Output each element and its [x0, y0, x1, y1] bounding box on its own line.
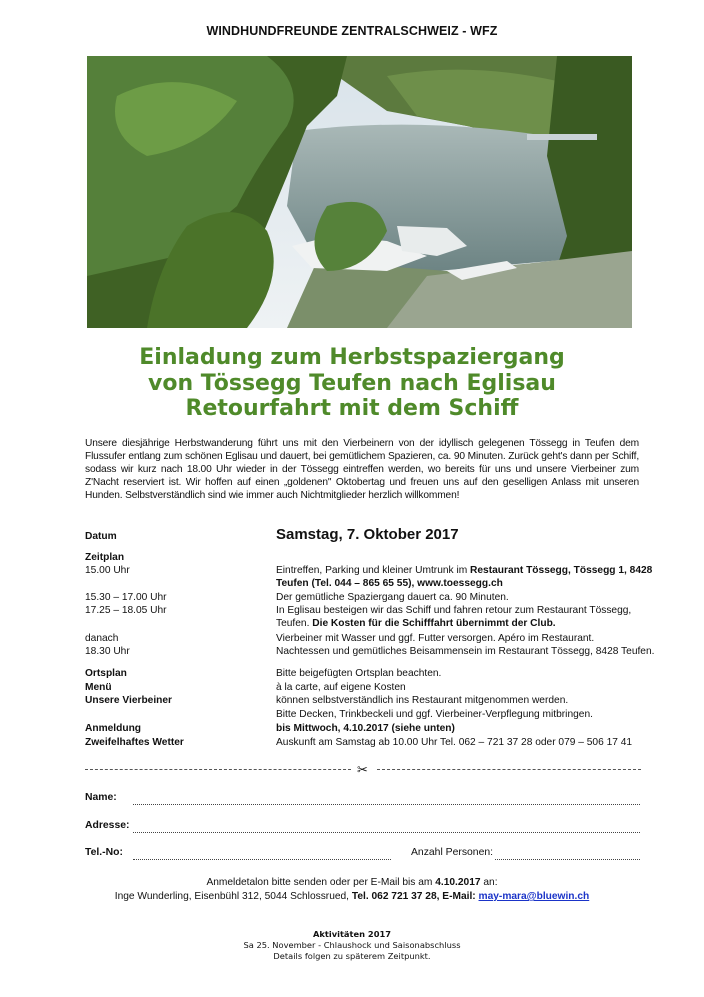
- contact-phone: Tel. 062 721 37 28, E-Mail:: [351, 891, 479, 902]
- title-line-2: von Tössegg Teufen nach Eglisau: [148, 370, 556, 396]
- time-2: 15.30 – 17.00 Uhr: [85, 592, 167, 603]
- anmeldung-label: Anmeldung: [85, 723, 142, 734]
- ortsplan-label: Ortsplan: [85, 668, 127, 679]
- schedule-entry-4: Vierbeiner mit Wasser und ggf. Futter versorgen. Apéro im Restaurant.: [276, 633, 595, 644]
- vierbeiner-value-2: Bitte Decken, Trinkbeckeli und ggf. Vierbeiner-Verpflegung mitbringen.: [276, 709, 593, 720]
- zeitplan-label: Zeitplan: [85, 552, 125, 563]
- schedule-entry-1: [276, 564, 652, 577]
- anmeldung-value: bis Mittwoch, 4.10.2017 (siehe unten): [276, 723, 455, 734]
- wetter-label: Zweifelhaftes Wetter: [85, 737, 184, 748]
- vierbeiner-value-1: können selbstverständlich ins Restaurant mitgenommen werden.: [276, 695, 569, 706]
- anmelde-deadline: 4.10.2017: [435, 877, 481, 888]
- schedule-text: Eintreffen, Parking und kleiner Umtrunk im: [276, 565, 471, 576]
- contact-address: Inge Wunderling, Eisenbühl 312, 5044 Schlossrued,: [114, 891, 352, 902]
- footer-title: Aktivitäten 2017: [312, 929, 392, 939]
- time-3: 17.25 – 18.05 Uhr: [85, 605, 167, 616]
- lake-photo: [87, 56, 632, 328]
- organization-header: WINDHUNDFREUNDE ZENTRALSCHWEIZ - WFZ: [206, 24, 498, 38]
- time-1: 15.00 Uhr: [85, 565, 130, 576]
- restaurant-contact: Teufen (Tel. 044 – 865 65 55), www.toessegg.ch: [276, 578, 503, 589]
- datum-label: Datum: [85, 531, 117, 542]
- event-date: Samstag, 7. Oktober 2017: [276, 526, 459, 543]
- title-line-3: Retourfahrt mit dem Schiff: [185, 396, 519, 421]
- footer-line-2: Details folgen zu späterem Zeitpunkt.: [273, 951, 431, 961]
- name-label: Name:: [85, 792, 117, 803]
- cut-dash-right: [377, 769, 641, 770]
- schedule-entry-3-cont: [276, 617, 556, 630]
- time-4: danach: [85, 633, 119, 644]
- schedule-entry-3: In Eglisau besteigen wir das Schiff und fahren retour zum Restaurant Tössegg,: [276, 605, 632, 616]
- title-line-1: Einladung zum Herbstspaziergang: [139, 345, 565, 370]
- schedule-entry-5: Nachtessen und gemütliches Beisammensein im Restaurant Tössegg, 8428 Teufen.: [276, 646, 655, 657]
- anmelde-note-1: [0, 876, 704, 889]
- name-field[interactable]: [133, 804, 640, 805]
- menu-value: à la carte, auf eigene Kosten: [276, 682, 406, 693]
- scissors-icon: ✂: [357, 762, 368, 777]
- schedule-entry-2: Der gemütliche Spaziergang dauert ca. 90 Minuten.: [276, 592, 509, 603]
- schedule-text: Teufen.: [276, 618, 313, 629]
- personen-field[interactable]: [495, 859, 640, 860]
- ortsplan-value: Bitte beigefügten Ortsplan beachten.: [276, 668, 442, 679]
- cut-dash-left: [85, 769, 351, 770]
- anmelde-text: Anmeldetalon bitte senden oder per E-Mail bis am: [206, 877, 436, 888]
- email-link[interactable]: may-mara@bluewin.ch: [478, 891, 590, 902]
- adresse-field[interactable]: [133, 832, 640, 833]
- adresse-label: Adresse:: [85, 820, 130, 831]
- invitation-title: [0, 345, 704, 422]
- boat-cost-note: Die Kosten für die Schifffahrt übernimmt der Club.: [312, 618, 556, 629]
- tel-field[interactable]: [133, 859, 391, 860]
- restaurant-address: Restaurant Tössegg, Tössegg 1, 8428: [470, 565, 653, 576]
- anmelde-text-end: an:: [480, 877, 498, 888]
- cut-line: [85, 763, 641, 777]
- time-5: 18.30 Uhr: [85, 646, 130, 657]
- anmelde-note-2: [0, 890, 704, 903]
- vierbeiner-label: Unsere Vierbeiner: [85, 695, 173, 706]
- personen-label: Anzahl Personen:: [411, 847, 494, 858]
- wetter-value: Auskunft am Samstag ab 10.00 Uhr Tel. 062 – 721 37 28 oder 079 – 506 17 41: [276, 737, 633, 748]
- footer-line-1: Sa 25. November - Chlaushock und Saisonabschluss: [243, 940, 461, 950]
- intro-paragraph: Unsere diesjährige Herbstwanderung führt uns mit den Vierbeinern von der idyllisch gelegenen Tössegg in Teufen dem Flussufer entlang zum schönen Eglisau und dauert, bei gemütlichem Spazieren, ca. 90 Minuten. Zurück geht's dann per Schiff, sodass wir kurz nach 18.00 Uhr wieder in der Tössegg eintreffen werden, wo bereits für uns und unsere Vierbeiner zum Z'Nacht reserviert ist. Wir hoffen auf einen „goldenen" Oktobertag und freuen uns auf den geselligen Anlass mit unseren Hunden. Selbstverständlich sind wie immer auch Nichtmitglieder herzlich willkommen!: [85, 438, 639, 501]
- tel-label: Tel.-No:: [85, 847, 123, 858]
- menu-label: Menü: [85, 682, 112, 693]
